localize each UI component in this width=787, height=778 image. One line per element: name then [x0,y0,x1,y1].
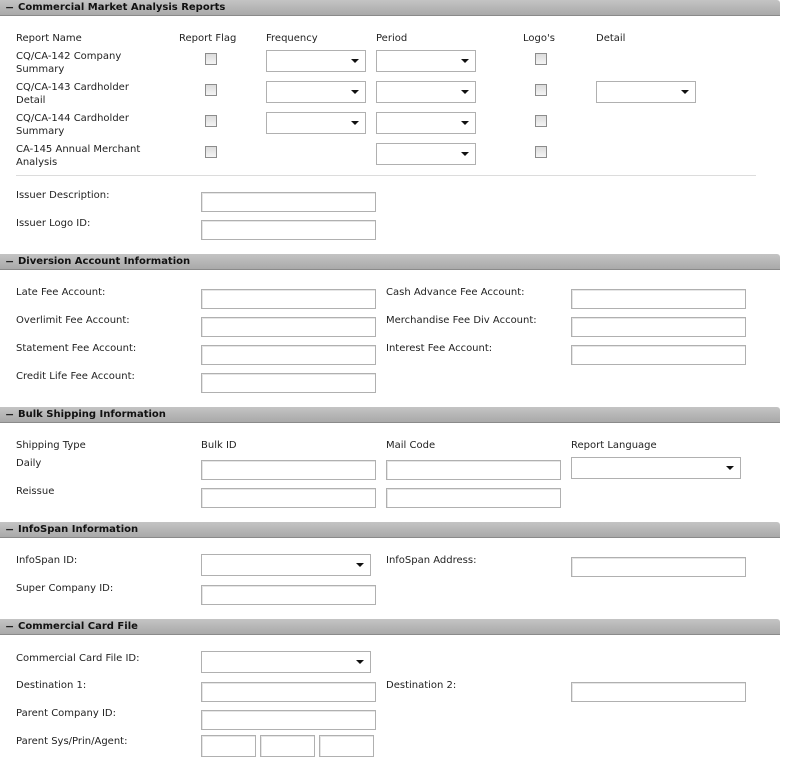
credit-life-fee-account-input[interactable] [201,373,376,393]
destination-2-label: Destination 2: [386,680,457,691]
reissue-mail-code-input[interactable] [386,488,561,508]
logo-checkbox-ca145[interactable] [535,146,547,158]
section-title: Bulk Shipping Information [18,409,166,420]
infospan-id-select[interactable] [201,554,371,576]
cash-advance-fee-account-input[interactable] [571,289,746,309]
col-header-report-name: Report Name [16,33,82,44]
issuer-description-label: Issuer Description: [16,190,110,201]
period-select-ca142[interactable] [376,50,476,72]
section-header-commercial-market-analysis[interactable] [0,0,780,16]
daily-bulk-id-input[interactable] [201,460,376,480]
section-header-commercial-card-file[interactable] [0,619,780,635]
credit-life-fee-account-label: Credit Life Fee Account: [16,371,135,382]
section-title: Commercial Market Analysis Reports [18,2,226,13]
shipping-type-reissue: Reissue [16,486,55,497]
chevron-down-icon [461,59,469,63]
overlimit-fee-account-label: Overlimit Fee Account: [16,315,130,326]
report-flag-checkbox-ca145[interactable] [205,146,217,158]
collapse-icon[interactable]: − [5,255,15,268]
logo-checkbox-ca142[interactable] [535,53,547,65]
section-title: InfoSpan Information [18,524,139,535]
frequency-select-ca143[interactable] [266,81,366,103]
reissue-bulk-id-input[interactable] [201,488,376,508]
merchandise-fee-div-account-label: Merchandise Fee Div Account: [386,315,537,326]
section-header-bulk-shipping[interactable] [0,407,780,423]
issuer-description-input[interactable] [201,192,376,212]
logo-checkbox-ca144[interactable] [535,115,547,127]
section-header-infospan[interactable] [0,522,780,538]
report-name-ca142: CQ/CA-142 Company Summary [16,51,122,75]
chevron-down-icon [351,90,359,94]
statement-fee-account-label: Statement Fee Account: [16,343,137,354]
chevron-down-icon [351,59,359,63]
divider [16,175,756,176]
col-header-shipping-type: Shipping Type [16,440,86,451]
section-title: Diversion Account Information [18,256,191,267]
logo-checkbox-ca143[interactable] [535,84,547,96]
chevron-down-icon [356,660,364,664]
parent-company-id-label: Parent Company ID: [16,708,116,719]
chevron-down-icon [356,563,364,567]
report-flag-checkbox-ca142[interactable] [205,53,217,65]
parent-sys-input[interactable] [201,735,256,757]
late-fee-account-label: Late Fee Account: [16,287,106,298]
col-header-mail-code: Mail Code [386,440,436,451]
interest-fee-account-input[interactable] [571,345,746,365]
parent-company-id-input[interactable] [201,710,376,730]
chevron-down-icon [461,121,469,125]
period-select-ca143[interactable] [376,81,476,103]
issuer-logo-id-label: Issuer Logo ID: [16,218,91,229]
period-select-ca144[interactable] [376,112,476,134]
report-name-ca144: CQ/CA-144 Cardholder Summary [16,113,129,137]
super-company-id-label: Super Company ID: [16,583,114,594]
cash-advance-fee-account-label: Cash Advance Fee Account: [386,287,525,298]
report-name-ca143: CQ/CA-143 Cardholder Detail [16,82,129,106]
chevron-down-icon [461,90,469,94]
parent-sys-prin-agent-label: Parent Sys/Prin/Agent: [16,736,128,747]
chevron-down-icon [461,152,469,156]
report-language-select[interactable] [571,457,741,479]
shipping-type-daily: Daily [16,458,42,469]
section-header-diversion-account[interactable] [0,254,780,270]
late-fee-account-input[interactable] [201,289,376,309]
report-flag-checkbox-ca144[interactable] [205,115,217,127]
frequency-select-ca142[interactable] [266,50,366,72]
commercial-card-file-id-select[interactable] [201,651,371,673]
chevron-down-icon [351,121,359,125]
parent-agent-input[interactable] [319,735,374,757]
merchandise-fee-div-account-input[interactable] [571,317,746,337]
col-header-logos: Logo's [523,33,555,44]
col-header-report-flag: Report Flag [179,33,237,44]
collapse-icon[interactable]: − [5,523,15,536]
section-title: Commercial Card File [18,621,138,632]
commercial-card-file-id-label: Commercial Card File ID: [16,653,140,664]
report-name-ca145: CA-145 Annual Merchant Analysis [16,144,141,168]
daily-mail-code-input[interactable] [386,460,561,480]
interest-fee-account-label: Interest Fee Account: [386,343,493,354]
collapse-icon[interactable]: − [5,620,15,633]
chevron-down-icon [681,90,689,94]
overlimit-fee-account-input[interactable] [201,317,376,337]
statement-fee-account-input[interactable] [201,345,376,365]
infospan-id-label: InfoSpan ID: [16,555,78,566]
detail-select-ca143[interactable] [596,81,696,103]
col-header-report-language: Report Language [571,440,657,451]
period-select-ca145[interactable] [376,143,476,165]
col-header-period: Period [376,33,408,44]
report-flag-checkbox-ca143[interactable] [205,84,217,96]
destination-1-input[interactable] [201,682,376,702]
col-header-bulk-id: Bulk ID [201,440,237,451]
infospan-address-label: InfoSpan Address: [386,555,477,566]
super-company-id-input[interactable] [201,585,376,605]
frequency-select-ca144[interactable] [266,112,366,134]
destination-2-input[interactable] [571,682,746,702]
col-header-detail: Detail [596,33,626,44]
collapse-icon[interactable]: − [5,1,15,14]
chevron-down-icon [726,466,734,470]
issuer-logo-id-input[interactable] [201,220,376,240]
collapse-icon[interactable]: − [5,408,15,421]
destination-1-label: Destination 1: [16,680,87,691]
infospan-address-input[interactable] [571,557,746,577]
parent-prin-input[interactable] [260,735,315,757]
col-header-frequency: Frequency [266,33,318,44]
